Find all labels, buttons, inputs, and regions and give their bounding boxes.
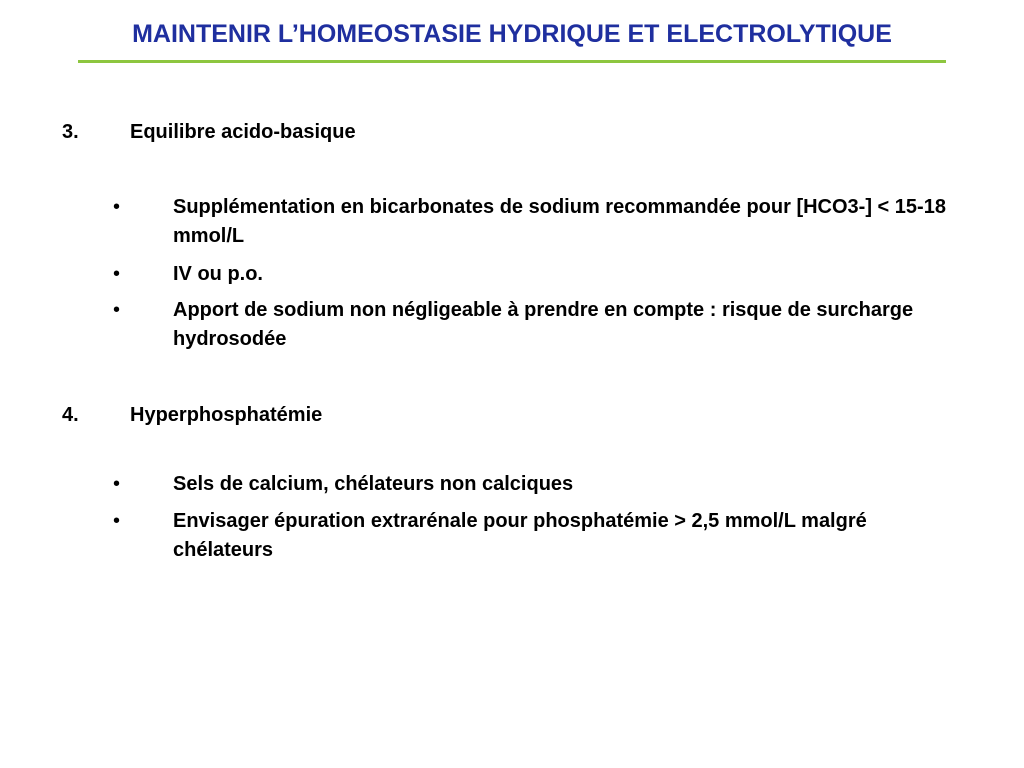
section-title: Equilibre acido-basique	[130, 121, 356, 143]
bullet-text: IV ou p.o.	[173, 263, 263, 285]
bullet-icon: •	[113, 510, 121, 532]
slide-title: MAINTENIR L’HOMEOSTASIE HYDRIQUE ET ELECTROLYTIQUE	[132, 20, 892, 48]
section-number: 4.	[62, 404, 79, 426]
bullet-icon: •	[113, 473, 121, 495]
title-underline	[78, 60, 946, 63]
section-heading-3	[62, 120, 356, 144]
bullet-icon: •	[113, 196, 121, 218]
bullet-text: Envisager épuration extrarénale pour phosphatémie > 2,5 mmol/L malgré chélateurs	[173, 510, 867, 561]
bullet-text: Sels de calcium, chélateurs non calciques	[173, 473, 574, 495]
bullet-icon: •	[113, 263, 121, 285]
section-number: 3.	[62, 121, 79, 143]
bullet-text: Supplémentation en bicarbonates de sodium recommandée pour [HCO3-] < 15-18 mmol/L	[173, 196, 946, 247]
bullet-text: Apport de sodium non négligeable à prendre en compte : risque de surcharge hydrosodée	[173, 299, 914, 350]
section-title: Hyperphosphatémie	[130, 404, 323, 426]
section-heading-4	[62, 403, 322, 427]
bullet-icon: •	[113, 299, 121, 321]
